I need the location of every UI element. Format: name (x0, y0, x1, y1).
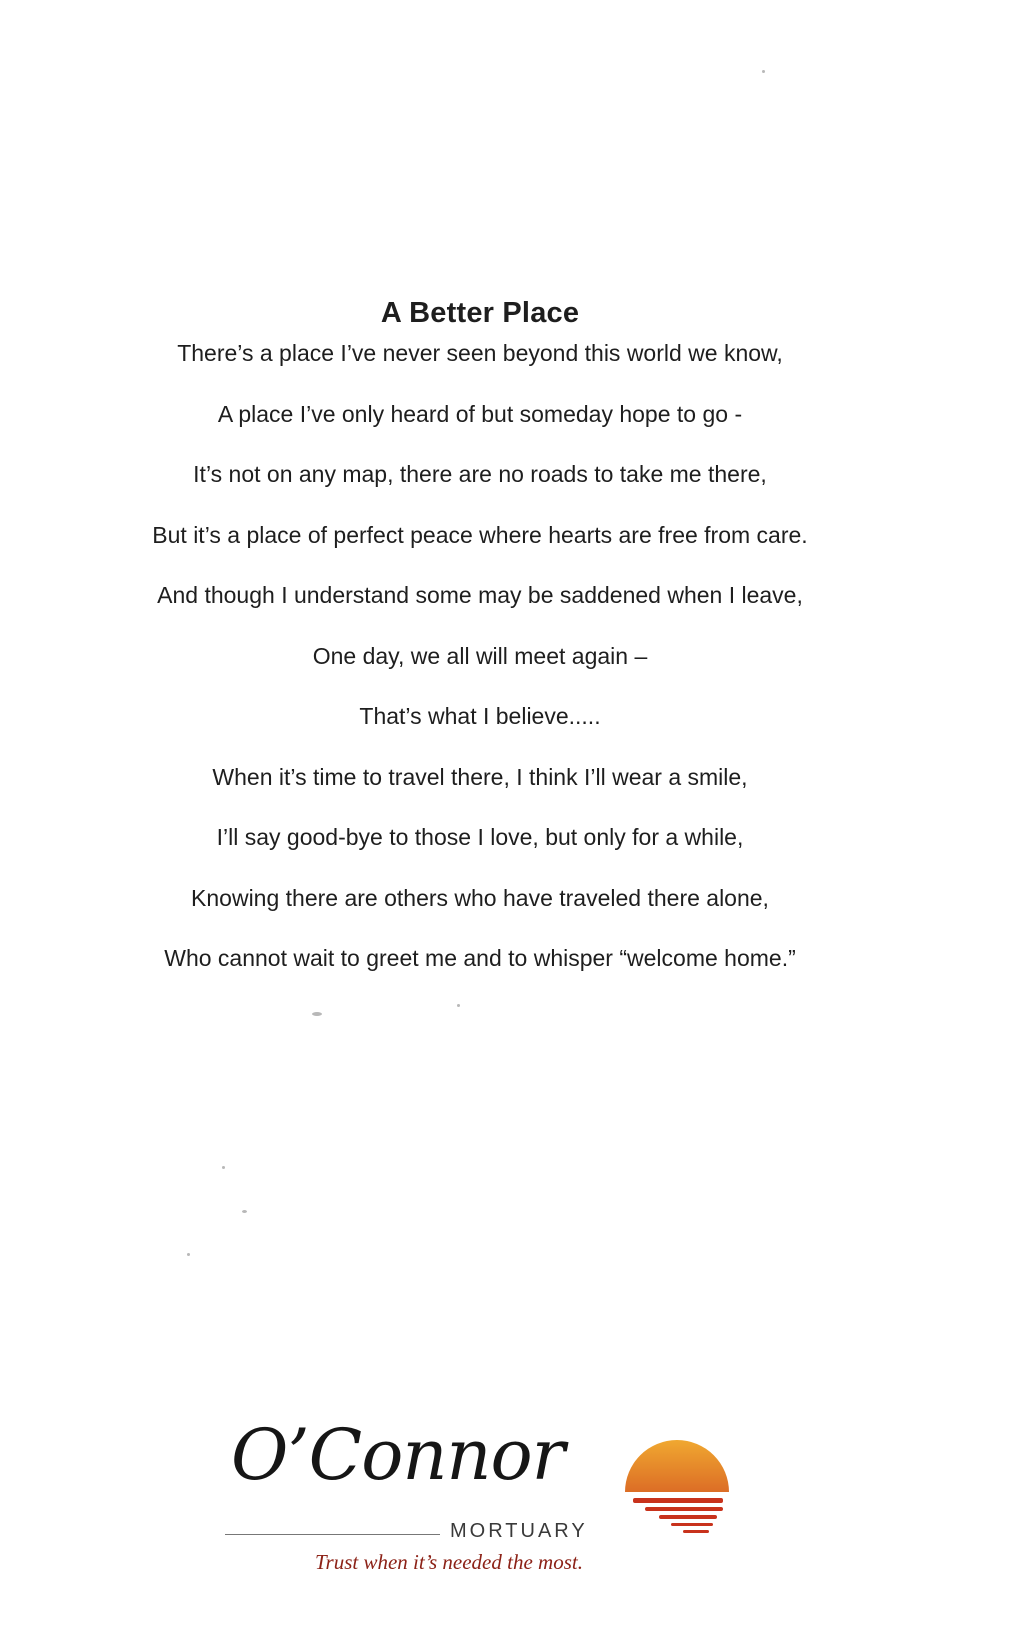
poem-line: It’s not on any map, there are no roads to take me there, (193, 461, 767, 487)
poem-line: There’s a place I’ve never seen beyond this world we know, (177, 340, 783, 366)
poem-line: Knowing there are others who have traveled there alone, (191, 884, 769, 911)
logo-divider (225, 1534, 440, 1535)
poem-body (0, 338, 960, 1004)
scan-speck (457, 1004, 460, 1007)
logo-subtitle: MORTUARY (450, 1520, 588, 1542)
scan-speck (187, 1253, 190, 1256)
poem-line: And though I understand some may be saddened when I leave, (157, 582, 803, 608)
poem-line: Who cannot wait to greet me and to whisper “welcome home.” (164, 945, 796, 971)
poem-line: But it’s a place of perfect peace where hearts are free from care. (152, 521, 808, 548)
poem-title: A Better Place (380, 297, 580, 330)
logo-tagline: Trust when it’s needed the most. (315, 1550, 583, 1574)
poem-line: That’s what I believe..... (359, 703, 601, 729)
scan-speck (762, 70, 765, 73)
poem-line: A place I’ve only heard of but someday hope to go - (217, 400, 743, 427)
poem-line: When it’s time to travel there, I think I’ll wear a smile, (212, 763, 748, 790)
scan-speck (312, 1012, 322, 1016)
poem-line: One day, we all will meet again – (312, 642, 648, 669)
scan-speck (222, 1166, 225, 1169)
poem-line: I’ll say good-bye to those I love, but only for a while, (216, 824, 744, 850)
oconnor-mortuary-logo (225, 1410, 745, 1580)
sunset-icon (615, 1430, 745, 1550)
scan-speck (242, 1210, 247, 1213)
logo-name: O’Connor (231, 1414, 565, 1496)
